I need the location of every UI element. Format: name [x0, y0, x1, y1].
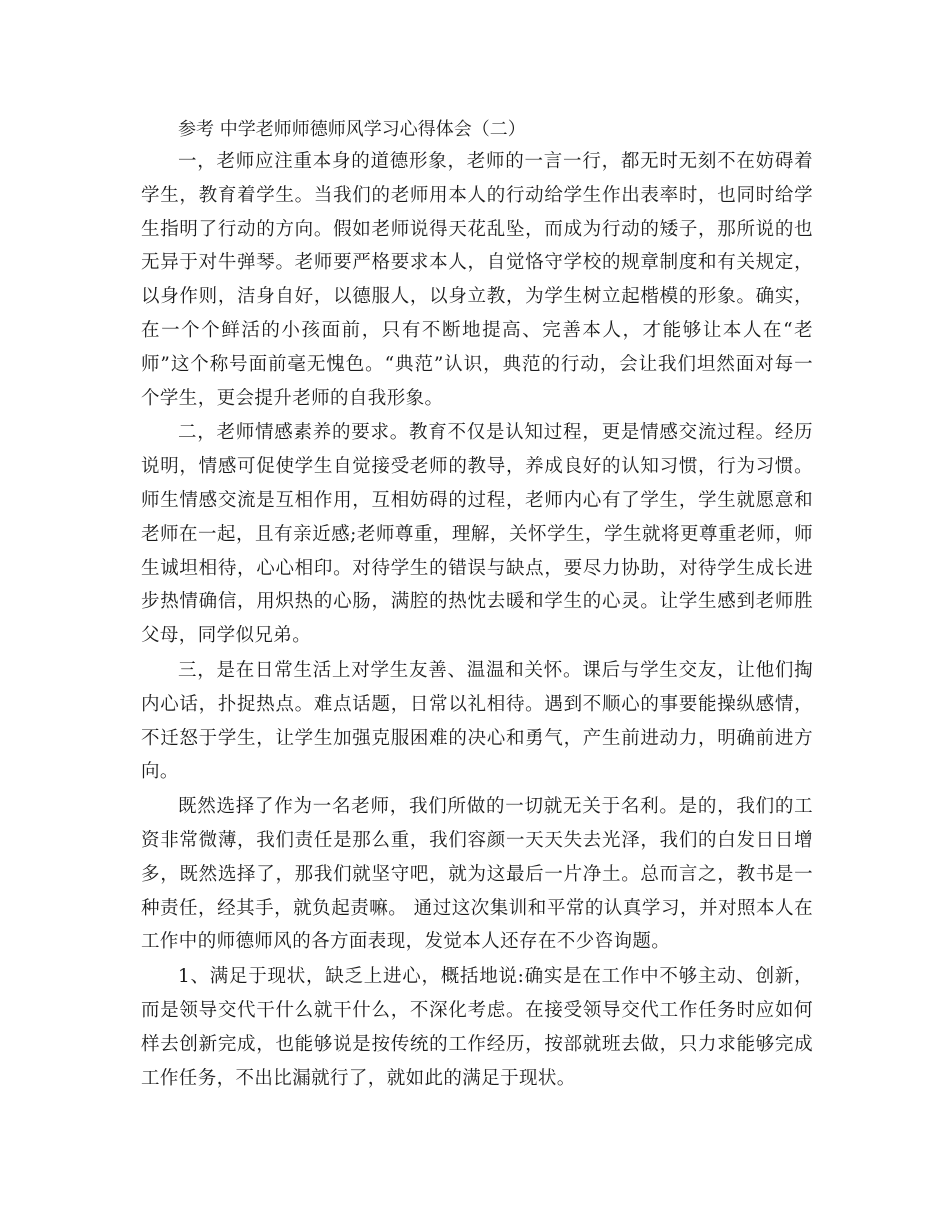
paragraph-5: 1、满足于现状，缺乏上进心，概括地说:确实是在工作中不够主动、创新，而是领导交代干什么就干什么，不深化考虑。在接受领导交代工作任务时应如何样去创新完成，也能够说是按传统的工作经历，按部就班去做，只力求能够完成工作任务，不出比漏就行了，就如此的满足于现状。	[141, 966, 813, 1089]
paragraph-2: 二，老师情感素养的要求。教育不仅是认知过程，更是情感交流过程。经历说明，情感可促使学生自觉接受老师的教导，养成良好的认知习惯，行为习惯。师生情感交流是互相作用，互相妨碍的过程，老师内心有了学生，学生就愿意和老师在一起，且有亲近感;老师尊重，理解，关怀学生，学生就将更尊重老师，师生诚坦相待，心心相印。对待学生的错误与缺点，要尽力协助，对待学生成长进步热情确信，用炽热的心肠，满腔的热忱去暖和学生的心灵。让学生感到老师胜父母，同学似兄弟。	[141, 422, 813, 647]
document-title: 参考 中学老师师德师风学习心得体会（二）	[178, 119, 526, 140]
document-body	[141, 115, 813, 1095]
paragraph-3: 三，是在日常生活上对学生友善、温温和关怀。课后与学生交友，让他们掏内心话，扑捉热点。难点话题，日常以礼相待。遇到不顺心的事要能操纵感情，不迁怒于学生，让学生加强克服困难的决心和勇气，产生前进动力，明确前进方向。	[141, 659, 813, 783]
paragraph-1: 一，老师应注重本身的道德形象，老师的一言一行，都无时无刻不在妨碍着学生，教育着学生。当我们的老师用本人的行动给学生作出表率时，也同时给学生指明了行动的方向。假如老师说得天花乱坠，而成为行动的矮子，那所说的也无异于对牛弹琴。老师要严格要求本人，自觉恪守学校的规章制度和有关规定，以身作则，洁身自好，以德服人，以身立教，为学生树立起楷模的形象。确实，在一个个鲜活的小孩面前，只有不断地提高、完善本人，才能够让本人在“老师”这个称号面前毫无愧色。“典范”认识，典范的行动，会让我们坦然面对每一个学生，更会提升老师的自我形象。	[141, 151, 813, 409]
paragraph-4: 既然选择了作为一名老师，我们所做的一切就无关于名利。是的，我们的工资非常微薄，我们责任是那么重，我们容颜一天天失去光泽，我们的白发日日增多，既然选择了，那我们就坚守吧，就为这最后一片净土。总而言之，教书是一种责任，经其手，就负起责嘛。 通过这次集训和平常的认真学习，并对照本人在工作中的师德师风的各方面表现，发觉本人还存在不少咨询题。	[141, 796, 813, 953]
